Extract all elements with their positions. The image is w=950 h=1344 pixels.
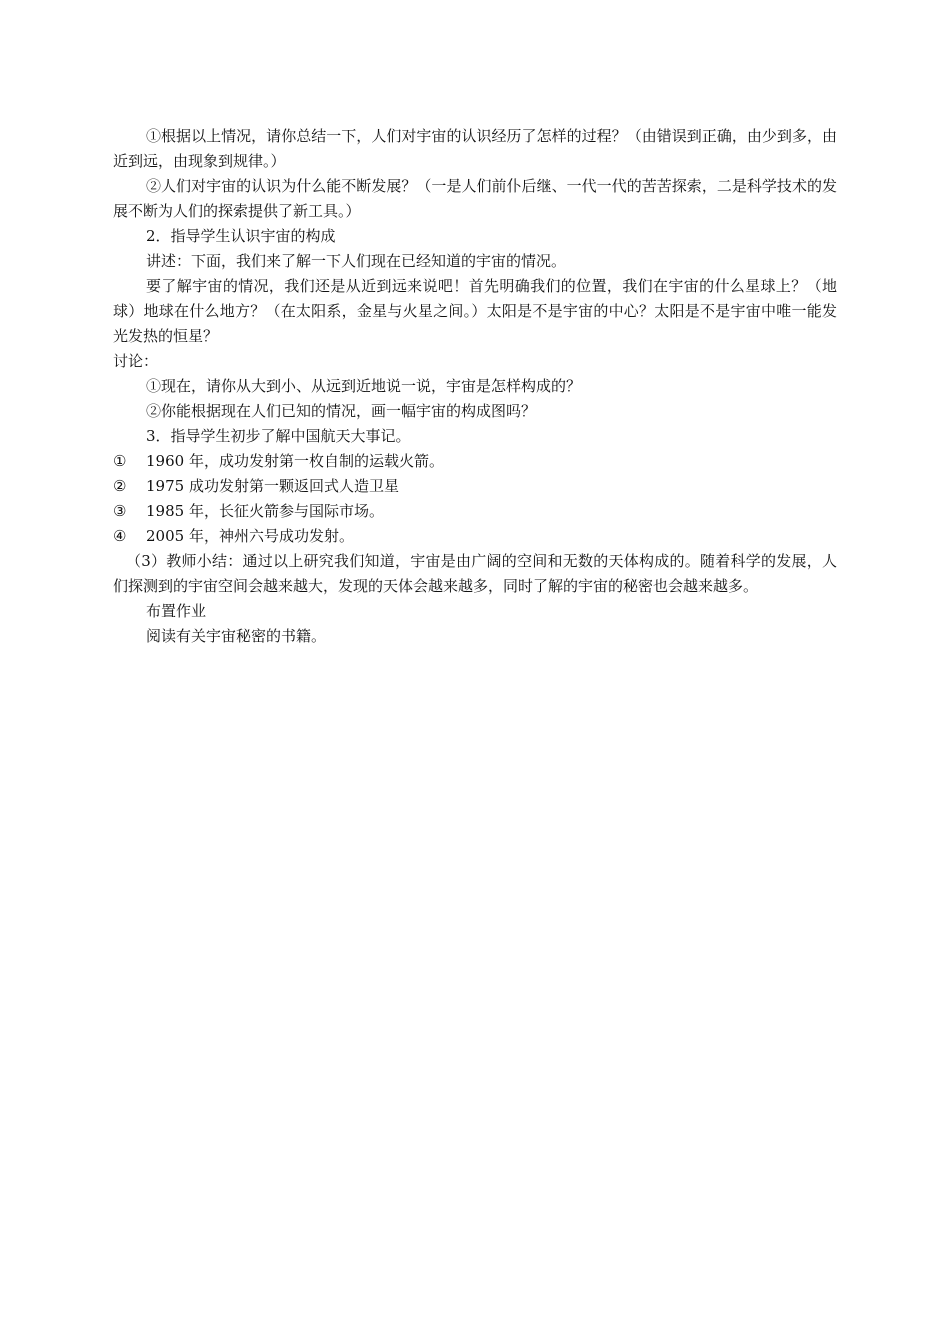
space-events-list <box>113 449 837 549</box>
homework-heading: 布置作业 <box>146 602 207 620</box>
teacher-summary: （3）教师小结：通过以上研究我们知道，宇宙是由广阔的空间和无数的天体构成的。随着科学的发展，人们探测到的宇宙空间会越来越大，发现的天体会越来越多，同时了解的宇宙的秘密也会越来越多。 <box>113 552 837 595</box>
list-text: 1985 年，长征火箭参与国际市场。 <box>146 502 384 520</box>
section-heading-space-events: 3．指导学生初步了解中国航天大事记。 <box>146 427 411 445</box>
list-text: 1975 成功发射第一颗返回式人造卫星 <box>146 477 399 495</box>
homework-text: 阅读有关宇宙秘密的书籍。 <box>146 627 327 645</box>
paragraph-narration: 讲述：下面，我们来了解一下人们现在已经知道的宇宙的情况。 <box>146 252 567 270</box>
list-number: ④ <box>113 527 127 545</box>
list-text: 2005 年，神州六号成功发射。 <box>146 527 354 545</box>
section-heading-universe-structure: 2．指导学生认识宇宙的构成 <box>146 227 336 245</box>
list-text: 1960 年，成功发射第一枚自制的运载火箭。 <box>146 452 444 470</box>
paragraph-position-questions: 要了解宇宙的情况，我们还是从近到远来说吧！首先明确我们的位置，我们在宇宙的什么星球上？（地球）地球在什么地方？（在太阳系，金星与火星之间。）太阳是不是宇宙的中心？太阳是不是宇宙中唯一能发光发热的恒星？ <box>113 277 837 345</box>
list-number: ③ <box>113 502 127 520</box>
discussion-question-1: ①现在，请你从大到小、从远到近地说一说，宇宙是怎样构成的？ <box>146 377 582 395</box>
document-page <box>113 124 837 649</box>
list-number: ① <box>113 452 127 470</box>
discussion-question-2: ②你能根据现在人们已知的情况，画一幅宇宙的构成图吗？ <box>146 402 537 420</box>
discussion-label: 讨论： <box>113 352 159 370</box>
paragraph-summary-question: ①根据以上情况，请你总结一下，人们对宇宙的认识经历了怎样的过程？（由错误到正确，由少到多，由近到远，由现象到规律。） <box>113 127 837 170</box>
list-number: ② <box>113 477 127 495</box>
list-item <box>113 499 837 524</box>
list-item <box>113 524 837 549</box>
list-item <box>113 474 837 499</box>
list-item <box>113 449 837 474</box>
paragraph-development-question: ②人们对宇宙的认识为什么能不断发展？（一是人们前仆后继、一代一代的苦苦探索，二是科学技术的发展不断为人们的探索提供了新工具。） <box>113 177 837 220</box>
